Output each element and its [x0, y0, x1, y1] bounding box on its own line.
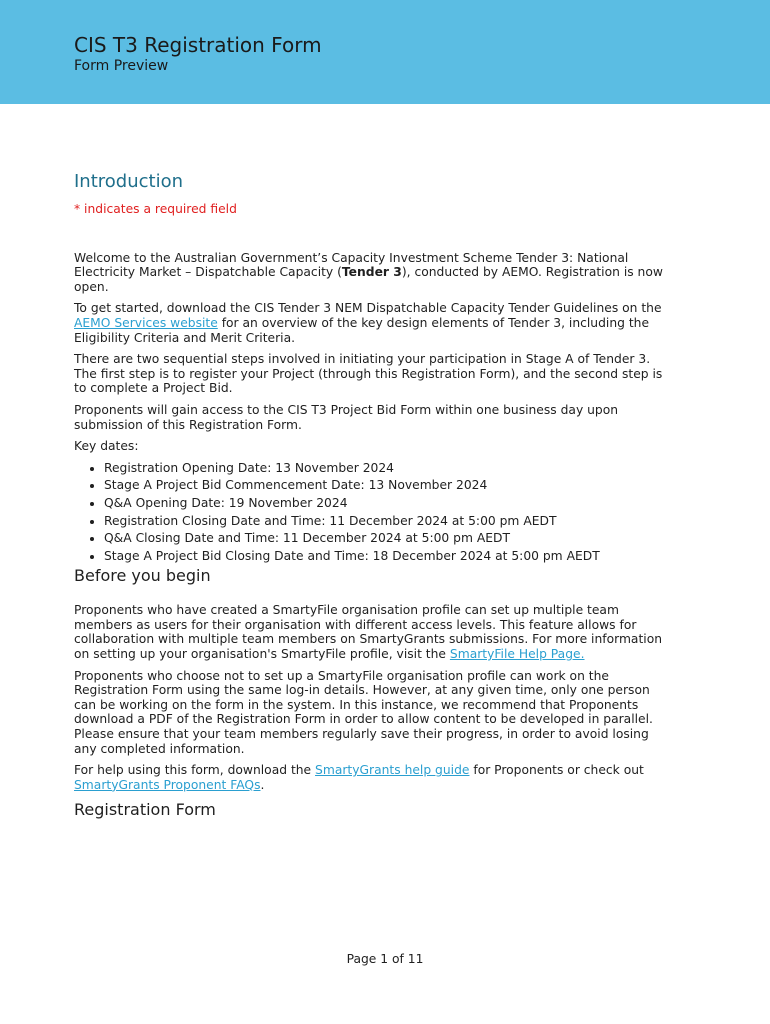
page-number: Page 1 of 11	[346, 952, 424, 966]
help-paragraph	[74, 763, 674, 792]
introduction-heading: Introduction	[74, 171, 184, 192]
form-content	[74, 170, 674, 821]
smartyfile-text: Proponents who have created a SmartyFile organisation profile can set up multiple team members as users for their organisation with different access levels. This feature allows for collaboration with multiple team members on SmartyGrants submissions. For more information on setting up your organisation's SmartyFile profile, visit the	[74, 603, 663, 662]
get-started-text-end: for an overview of the key design elements of Tender 3, including the Eligibility Criteria and Merit Criteria.	[74, 315, 650, 345]
form-subtitle: Form Preview	[74, 58, 169, 74]
key-dates-list	[74, 460, 674, 566]
sequential-steps-paragraph: There are two sequential steps involved in initiating your participation in Stage A of Tender 3. The first step is to register your Project (through this Registration Form), and the second step is to complete a Project Bid.	[74, 352, 663, 396]
smartyfile-help-link[interactable]: SmartyFile Help Page.	[449, 647, 585, 662]
key-date-item: • Q&A Closing Date and Time: 11 December 2024 at 5:00 pm AEDT	[104, 530, 674, 548]
no-profile-paragraph: Proponents who choose not to set up a SmartyFile organisation profile can work on the Registration Form using the same log-in details. However, at any given time, only one person can be working on the form in the system. In this instance, we recommend that Proponents download a PDF of the Registration Form in order to allow content to be developed in parallel. Please ensure that your team members regularly save their progress, in order to avoid losing any completed information.	[74, 668, 653, 756]
required-field-note: * indicates a required field	[74, 202, 237, 216]
get-started-text-start: To get started, download the CIS Tender 3 NEM Dispatchable Capacity Tender Guidelines on the	[74, 301, 662, 316]
tender-3-bold: Tender 3	[341, 265, 402, 280]
welcome-paragraph	[74, 251, 674, 295]
key-date-item: • Registration Opening Date: 13 November 2024	[104, 460, 674, 478]
help-text-end: .	[260, 777, 265, 792]
smartygrants-help-guide-link[interactable]: SmartyGrants help guide	[315, 763, 470, 778]
help-text-middle: for Proponents or check out	[469, 763, 644, 778]
welcome-text-start: Welcome to the Australian Government’s Capacity Investment Scheme Tender 3: National Electricity Market – Dispatchable Capacity (	[74, 250, 629, 280]
key-dates-label: Key dates:	[74, 439, 139, 454]
welcome-text-end: ), conducted by AEMO. Registration is now open.	[74, 265, 663, 294]
registration-form-heading: Registration Form	[74, 800, 216, 820]
key-date-item: • Q&A Opening Date: 19 November 2024	[104, 495, 674, 513]
aemo-services-link[interactable]: AEMO Services website	[74, 315, 218, 330]
smartygrants-faqs-link[interactable]: SmartyGrants Proponent FAQs	[74, 777, 261, 792]
help-text-start: For help using this form, download the	[74, 763, 316, 778]
form-header	[0, 0, 770, 104]
get-started-paragraph	[74, 301, 674, 345]
form-title: CIS T3 Registration Form	[74, 33, 322, 57]
key-date-item: • Stage A Project Bid Commencement Date: 13 November 2024	[104, 477, 674, 495]
before-you-begin-heading: Before you begin	[74, 566, 211, 586]
smartyfile-profile-paragraph	[74, 603, 674, 661]
bid-access-paragraph: Proponents will gain access to the CIS T3 Project Bid Form within one business day upon submission of this Registration Form.	[74, 402, 619, 432]
key-date-item: • Registration Closing Date and Time: 11 December 2024 at 5:00 pm AEDT	[104, 513, 674, 531]
key-date-item: • Stage A Project Bid Closing Date and Time: 18 December 2024 at 5:00 pm AEDT	[104, 548, 674, 566]
